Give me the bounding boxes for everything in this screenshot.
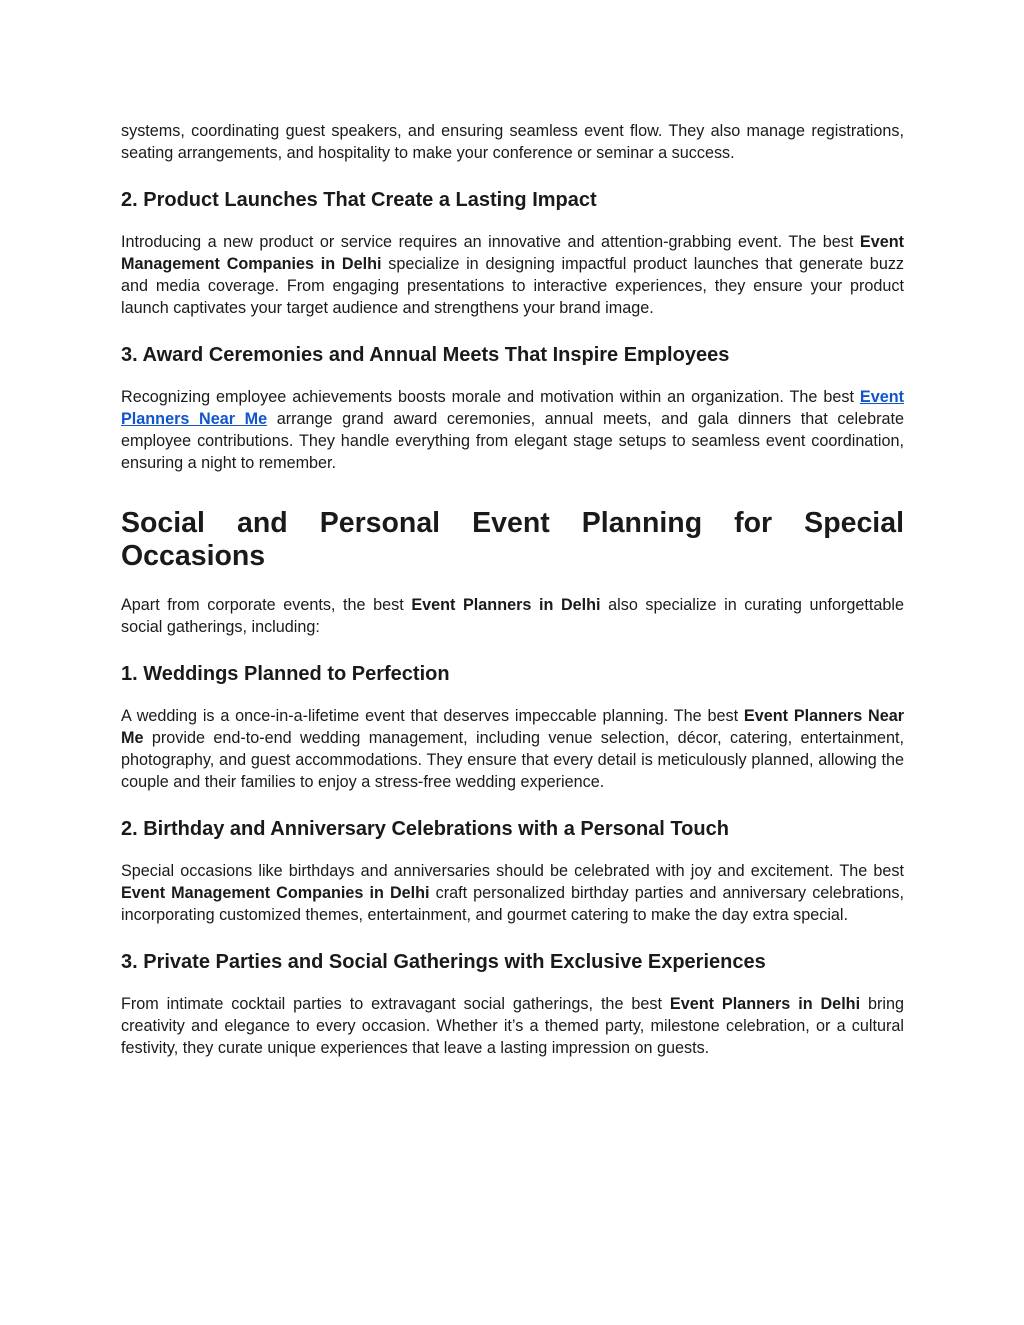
award-ceremonies-text-before: Recognizing employee achievements boosts morale and motivation within an organization. The best (121, 388, 860, 406)
product-launches-paragraph (121, 231, 904, 319)
product-launches-bold: Event Management Companies in Delhi (121, 233, 904, 273)
birthdays-text-before: Special occasions like birthdays and anniversaries should be celebrated with joy and excitement. The best (121, 862, 904, 880)
birthdays-bold: Event Management Companies in Delhi (121, 884, 430, 902)
social-section-text-before: Apart from corporate events, the best (121, 596, 412, 614)
award-ceremonies-text-after: arrange grand award ceremonies, annual meets, and gala dinners that celebrate employee contributions. They handle everything from elegant stage setups to seamless event coordination, ensuring a night to remember. (121, 410, 904, 472)
heading-birthdays: 2. Birthday and Anniversary Celebrations with a Personal Touch (121, 818, 729, 840)
social-section-text-after: also specialize in curating unforgettable social gatherings, including: (121, 596, 904, 636)
weddings-text-before: A wedding is a once-in-a-lifetime event that deserves impeccable planning. The best (121, 707, 744, 725)
weddings-paragraph (121, 705, 904, 793)
heading-social-section: Social and Personal Event Planning for Special Occasions (121, 507, 904, 572)
social-section-paragraph (121, 594, 904, 638)
private-parties-text-after: bring creativity and elegance to every occasion. Whether it’s a themed party, milestone celebration, or a cultural festivity, they curate unique experiences that leave a lasting impression on guests. (121, 995, 904, 1057)
heading-private-parties: 3. Private Parties and Social Gatherings with Exclusive Experiences (121, 951, 766, 973)
weddings-text-after: provide end-to-end wedding management, including venue selection, décor, catering, entertainment, photography, and guest accommodations. They ensure that every detail is meticulously planned, allowing the couple and their families to enjoy a stress-free wedding experience. (121, 729, 904, 791)
event-planners-near-me-link[interactable]: Event Planners Near Me (121, 388, 904, 428)
award-ceremonies-paragraph (121, 386, 904, 474)
heading-product-launches: 2. Product Launches That Create a Lasting Impact (121, 189, 597, 211)
private-parties-text-before: From intimate cocktail parties to extravagant social gatherings, the best (121, 995, 670, 1013)
heading-award-ceremonies: 3. Award Ceremonies and Annual Meets That Inspire Employees (121, 344, 730, 366)
birthdays-text-after: craft personalized birthday parties and anniversary celebrations, incorporating customized themes, entertainment, and gourmet catering to make the day extra special. (121, 884, 904, 924)
birthdays-paragraph (121, 860, 904, 926)
intro-paragraph (121, 120, 904, 164)
heading-weddings: 1. Weddings Planned to Perfection (121, 663, 450, 685)
private-parties-paragraph (121, 993, 904, 1059)
product-launches-text-before: Introducing a new product or service requires an innovative and attention-grabbing event. The best (121, 233, 860, 251)
document-page (121, 120, 904, 1059)
product-launches-text-after: specialize in designing impactful product launches that generate buzz and media coverage. From engaging presentations to interactive experiences, they ensure your product launch captivates your target audience and strengthens your brand image. (121, 255, 905, 317)
intro-text: systems, coordinating guest speakers, and ensuring seamless event flow. They also manage registrations, seating arrangements, and hospitality to make your conference or seminar a success. (121, 122, 904, 162)
private-parties-bold: Event Planners in Delhi (669, 995, 861, 1013)
weddings-bold: Event Planners Near Me (121, 707, 905, 747)
social-section-bold: Event Planners in Delhi (411, 596, 601, 614)
